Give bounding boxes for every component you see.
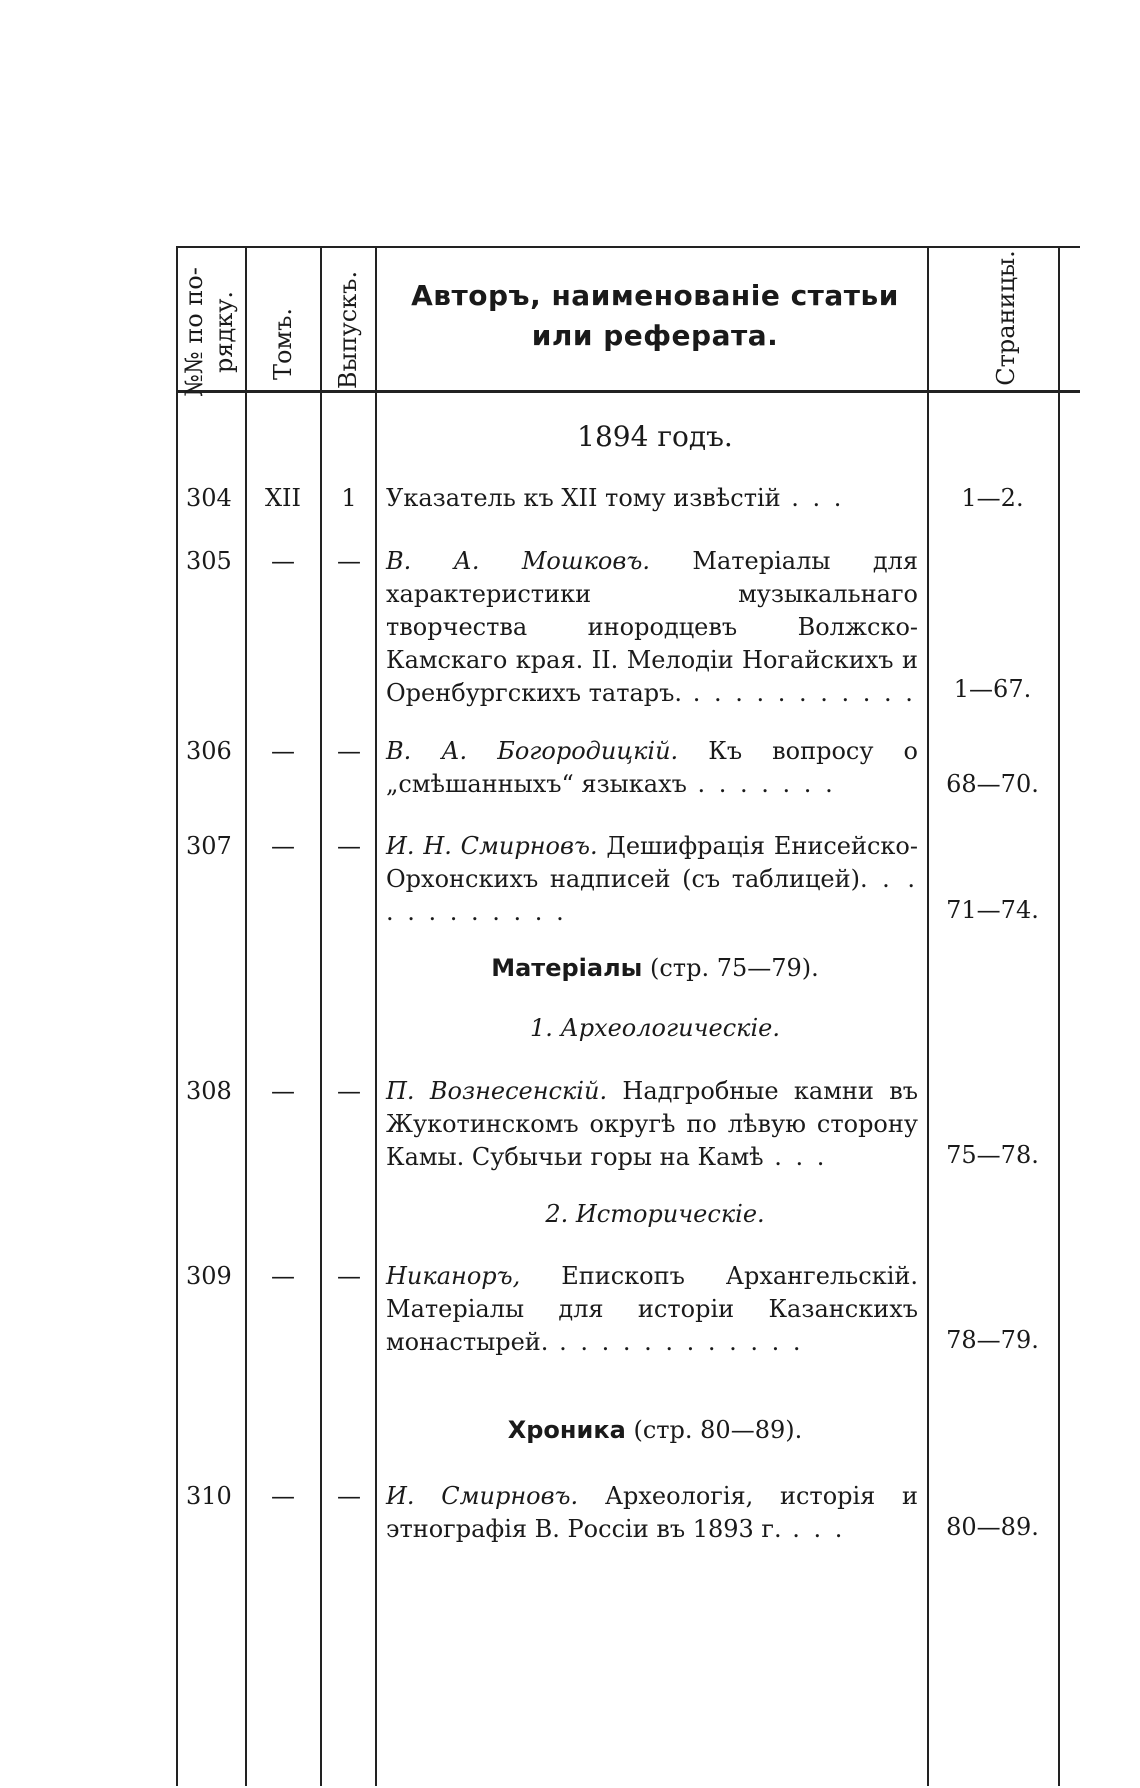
row-issue: — [337,1077,361,1105]
row-pages: 1—67. [953,675,1032,703]
table-top-rule [176,246,1080,248]
row-pages: 71—74. [946,896,1039,924]
leader-dots: . . . . . . . [686,770,836,798]
row-entry [386,1260,918,1359]
row-number: 309 [186,1262,232,1290]
row-issue: — [337,832,361,860]
row-number: 310 [186,1482,232,1510]
row-pages: 75—78. [946,1141,1039,1169]
section-chronicle [380,1416,930,1444]
row-entry [386,735,918,801]
row-text: Къ вопросу о „смѣшанныхъ“ языкахъ [386,737,918,798]
row-pages: 78—79. [946,1326,1039,1354]
row-issue: — [337,737,361,765]
row-number: 306 [186,737,232,765]
col-rule-issue [375,246,377,1786]
row-entry [386,482,918,515]
year-heading: 1894 годъ. [577,420,733,453]
row-volume: — [271,1077,295,1105]
row-volume: — [271,547,295,575]
leader-dots: . . . [780,484,845,512]
leader-dots: . . . . . . . . . . . [682,679,916,707]
header-col-pages: Страницы. [992,250,1020,386]
row-volume: — [271,1262,295,1290]
row-author: Никаноръ, [386,1262,521,1290]
row-pages: 80—89. [946,1513,1039,1541]
col-rule-vol [320,246,322,1786]
table-left-rule [176,246,178,1786]
header-col-title [380,276,930,356]
row-text: Епископъ Архангельскій. Матеріалы для исторіи Казанскихъ монастырей. [386,1262,918,1356]
row-author: В. А. Мошковъ. [386,547,650,575]
row-volume: — [271,737,295,765]
row-number: 304 [186,484,232,512]
row-text: Археологія, исторія и этнографія В. Россіи въ 1893 г. [386,1482,918,1543]
row-entry [386,545,918,710]
row-pages: 68—70. [946,770,1039,798]
section-materials-label: Матеріалы [491,954,643,982]
row-issue: — [337,1262,361,1290]
row-text: Дешифрація Енисейско-Орхонскихъ надписей (съ таблицей). [386,832,918,893]
row-number: 308 [186,1077,232,1105]
row-author: И. Н. Смирновъ. [386,832,598,860]
row-number: 305 [186,547,232,575]
header-bottom-rule [176,390,1080,393]
header-col-number [179,247,239,417]
row-entry [386,1480,918,1546]
header-col-number-line1: №№ по по- [180,267,208,397]
leader-dots: . . . [763,1143,828,1171]
row-pages: 1—2. [961,484,1024,512]
row-entry [386,1075,918,1174]
row-text: Надгробные камни въ Жукотинскомъ округѣ по лѣвую сторону Камы. Субычьи горы на Камѣ [386,1077,918,1171]
header-col-number-line2: рядку. [210,290,238,374]
header-col-issue: Выпускъ. [334,270,362,390]
row-volume: — [271,832,295,860]
section-chronicle-label: Хроника [507,1416,626,1444]
leader-dots: . . . [781,1515,846,1543]
subsection-archaeological: 1. Археологическіе. [530,1014,780,1042]
row-author: И. Смирновъ. [386,1482,579,1510]
row-entry [386,830,918,929]
section-materials-range: (стр. 75—79). [650,954,819,982]
leader-dots: . . . . . . . . . . . . [548,1328,804,1356]
row-text: Указатель къ XII тому извѣстій [386,484,781,512]
row-author: П. Вознесенскій. [386,1077,608,1105]
section-chronicle-range: (стр. 80—89). [633,1416,803,1444]
row-issue: — [337,1482,361,1510]
row-number: 307 [186,832,232,860]
table-right-rule [1058,246,1060,1786]
row-volume: — [271,1482,295,1510]
row-issue: — [337,547,361,575]
header-col-title-line2: или реферата. [531,319,779,352]
row-text: Матеріалы для характеристики музыкальнаго творчества инородцевъ Волжско-Камскаго края. II. Мелодіи Ногайскихъ и Оренбургскихъ татаръ. [386,547,918,707]
row-issue: 1 [341,484,357,512]
header-col-title-line1: Авторъ, наименованіе статьи [411,279,899,312]
col-rule-num [245,246,247,1786]
leader-dots: . . . . . . . . . . . [386,865,918,926]
subsection-historical: 2. Историческіе. [545,1200,765,1228]
row-volume: XII [264,484,302,512]
section-materials [380,954,930,982]
header-col-volume: Томъ. [269,307,297,381]
row-author: В. А. Богородицкій. [386,737,679,765]
